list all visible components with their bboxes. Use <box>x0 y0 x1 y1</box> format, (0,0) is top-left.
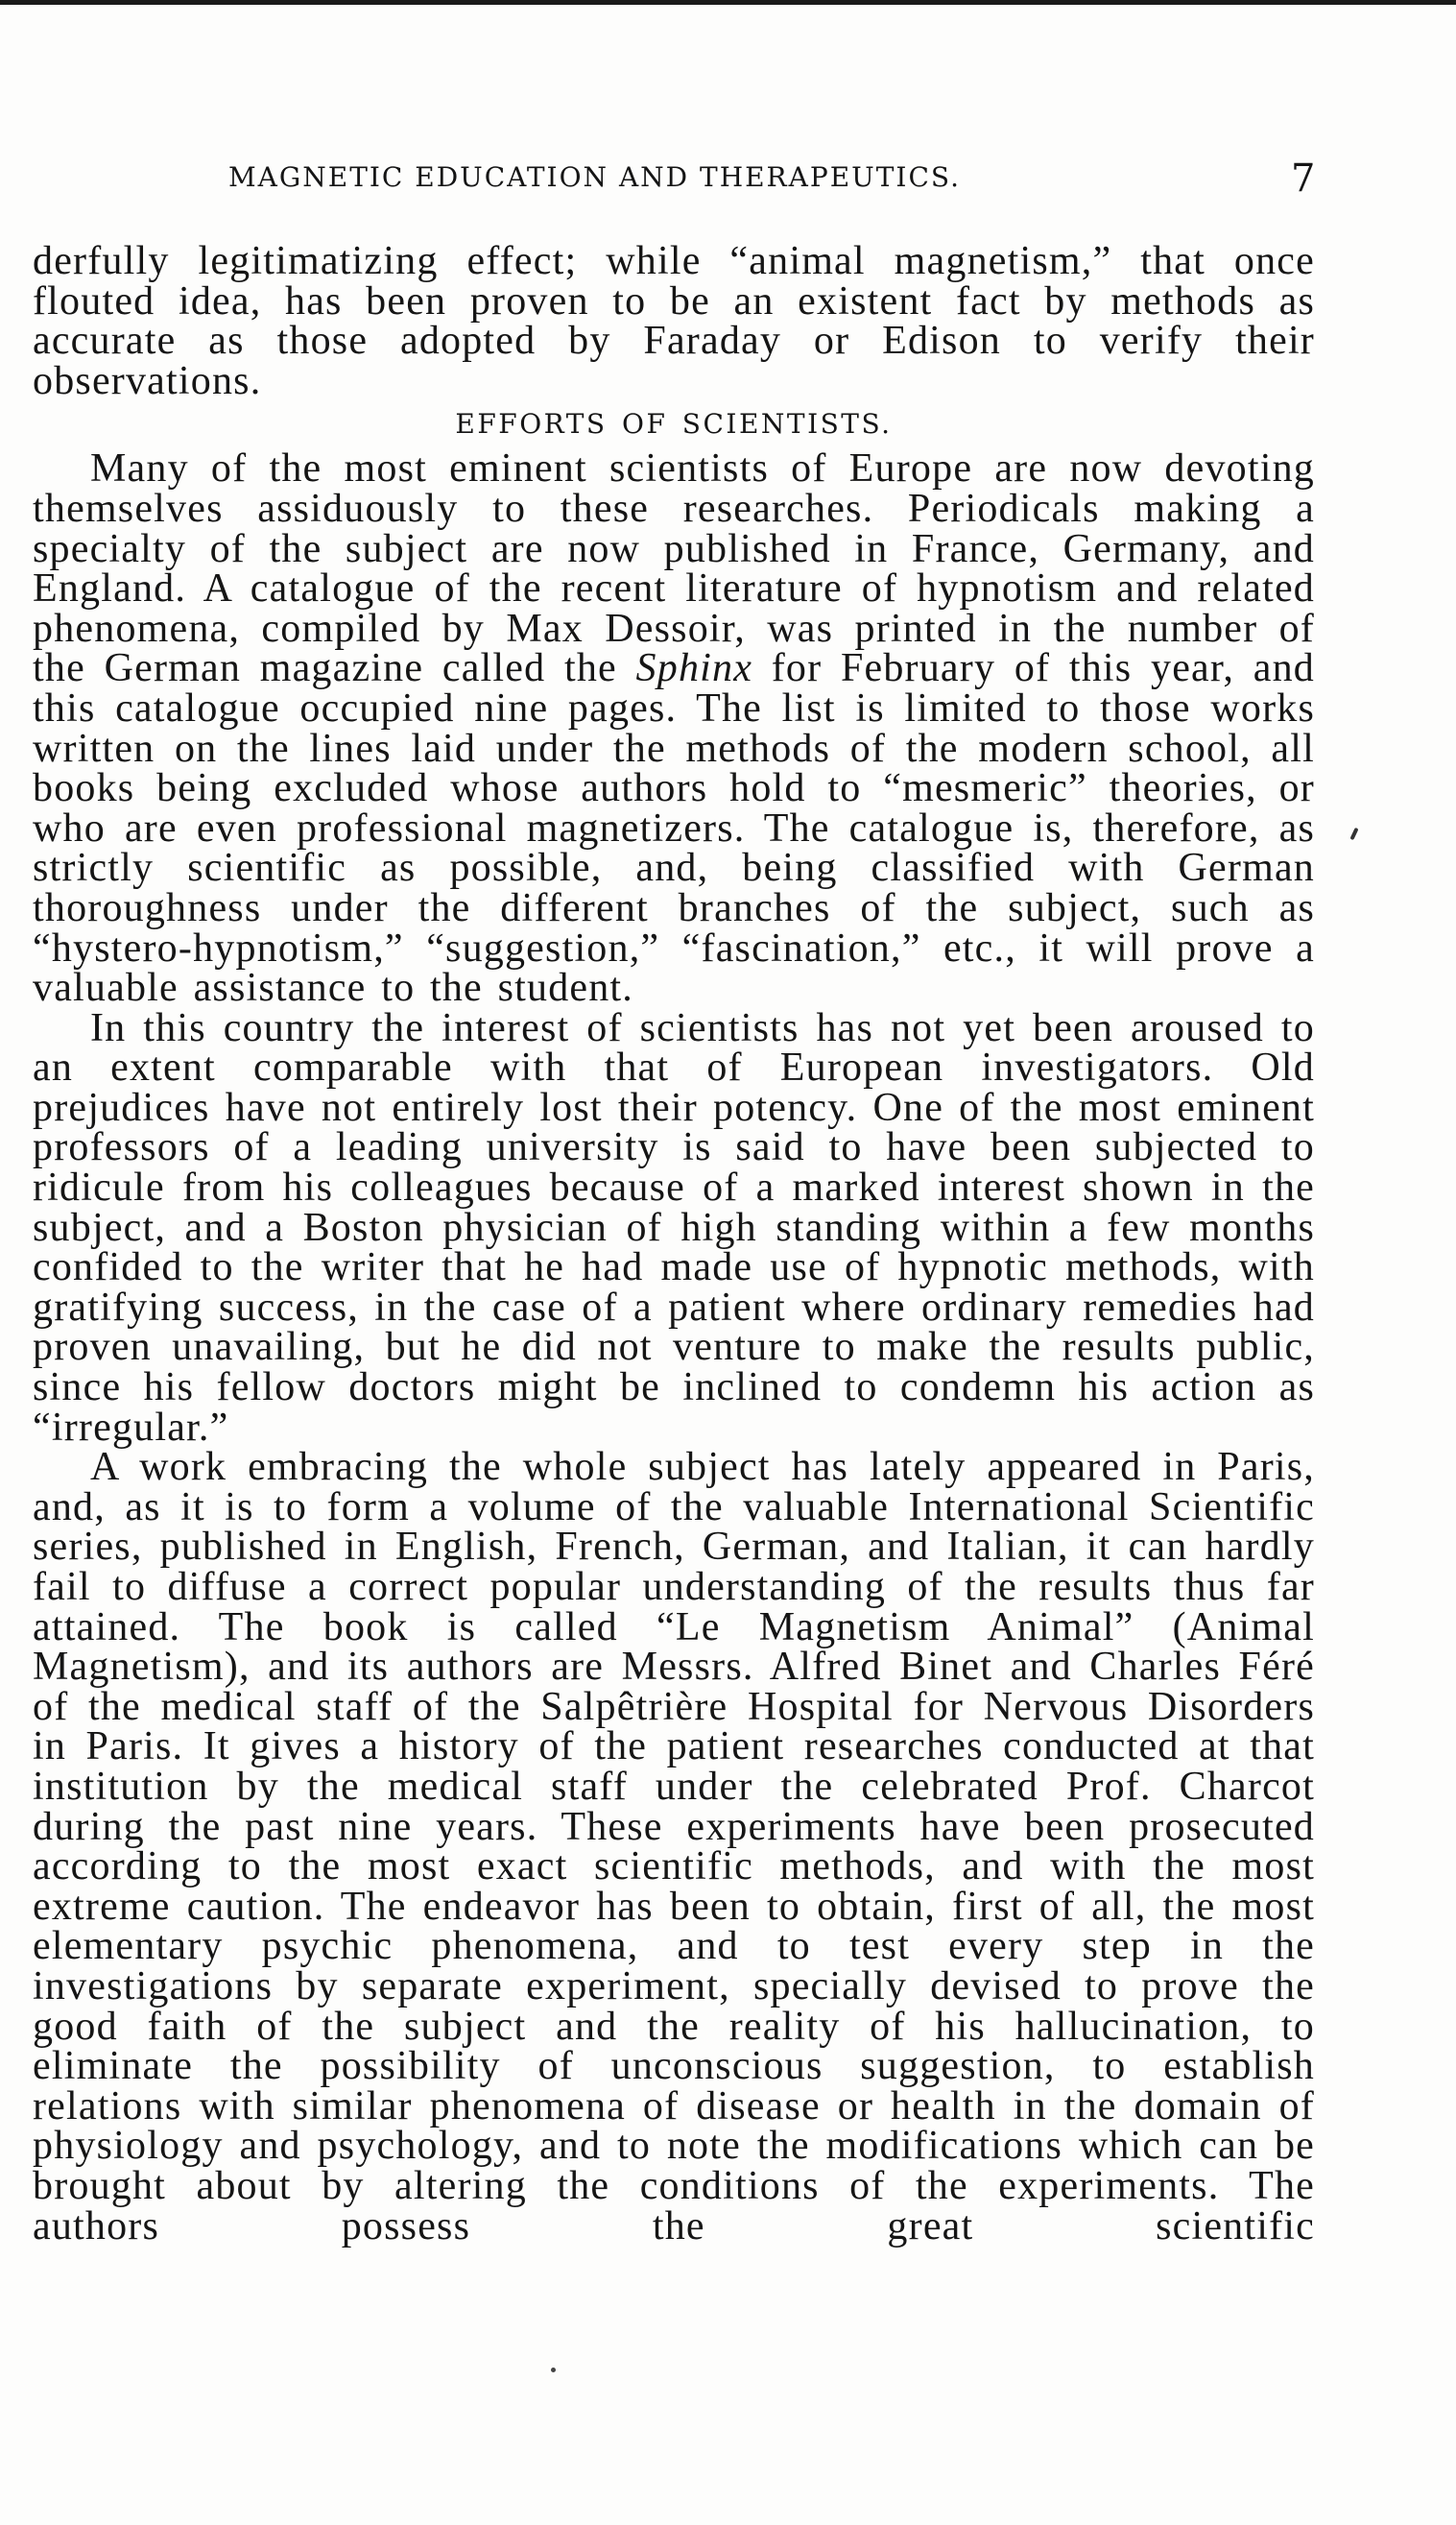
margin-mark <box>1349 828 1358 840</box>
stray-ink-dot <box>551 2368 556 2372</box>
page-number: 7 <box>1291 156 1316 201</box>
paragraph-efforts <box>33 446 1315 1011</box>
section-heading: EFFORTS OF SCIENTISTS. <box>455 408 893 441</box>
paragraph-continued: derfully legitimatizing effect; while “animal magnetism,” that once flouted idea, has been proven to be an existent fact by methods as accurate as those adopted by Faraday or Edison to verify their observations. <box>33 239 1315 403</box>
paragraph-this-country: In this country the interest of scientists has not yet been aroused to an extent comparable with that of European investigators. Old prejudices have not entirely lost their potency. One of the most eminent professors of a leading university is said to have been subjected to ridicule from his colleagues because of a marked interest shown in the subject, and a Boston physician of high standing within a few months confided to the writer that he had made use of hypnotic methods, with gratifying success, in the case of a patient where ordinary remedies had proven unavailing, but he did not venture to make the results public, since his fellow doctors might be inclined to condemn his action as “irregular.” <box>33 1005 1315 1450</box>
running-head: MAGNETIC EDUCATION AND THERAPEUTICS. <box>228 161 961 193</box>
body-text <box>33 239 1315 2248</box>
top-edge-rule <box>0 0 1456 5</box>
paragraph-efforts-text-2: for February of this year, and this catalogue occupied nine pages. The list is limited to those works written on the lines laid under the methods of the modern school, all books being excluded whose authors hold to “mesmeric” theories, or who are even professional magnetizers. The catalogue is, therefore, as strictly scientific as possible, and, being classified with German thoroughness under the different branches of the subject, such as “hystero-hypnotism,” “suggestion,” “fascination,” etc., it will prove a valuable assistance to the student. <box>33 646 1315 1011</box>
paragraph-work-embracing: A work embracing the whole subject has lately appeared in Paris, and, as it is to form a volume of the valuable International Scientific series, published in English, French, German, and Italian, it can hardly fail to diffuse a correct popular understanding of the results thus far attained. The book is called “Le Magnetism Animal” (Animal Magnetism), and its authors are Messrs. Alfred Binet and Charles Féré of the medical staff of the Salpêtrière Hospital for Nervous Disorders in Paris. It gives a history of the patient researches conducted at that institution by the medical staff under the celebrated Prof. Charcot during the past nine years. These experiments have been prosecuted according to the most exact scientific methods, and with the most extreme caution. The endeavor has been to obtain, first of all, the most elementary psychic phenomena, and to test every step in the investigations by separate experiment, specially devised to prove the good faith of the subject and the reality of his hallucination, to eliminate the possibility of unconscious suggestion, to establish relations with similar phenomena of disease or health in the domain of physiology and psychology, and to note the modifications which can be brought about by altering the conditions of the experiments. The authors possess the great scientific <box>33 1445 1315 2248</box>
paragraph-efforts-text-1: Many of the most eminent scientists of Europe are now devoting themselves assiduously to these researches. Periodicals making a specialty of the subject are now published in France, Germany, and England. A catalogue of the recent literature of hypnotism and related phenomena, compiled by Max Dessoir, was printed in the number of the German magazine called the <box>33 446 1315 691</box>
magazine-title-italic: Sphinx <box>635 646 753 691</box>
